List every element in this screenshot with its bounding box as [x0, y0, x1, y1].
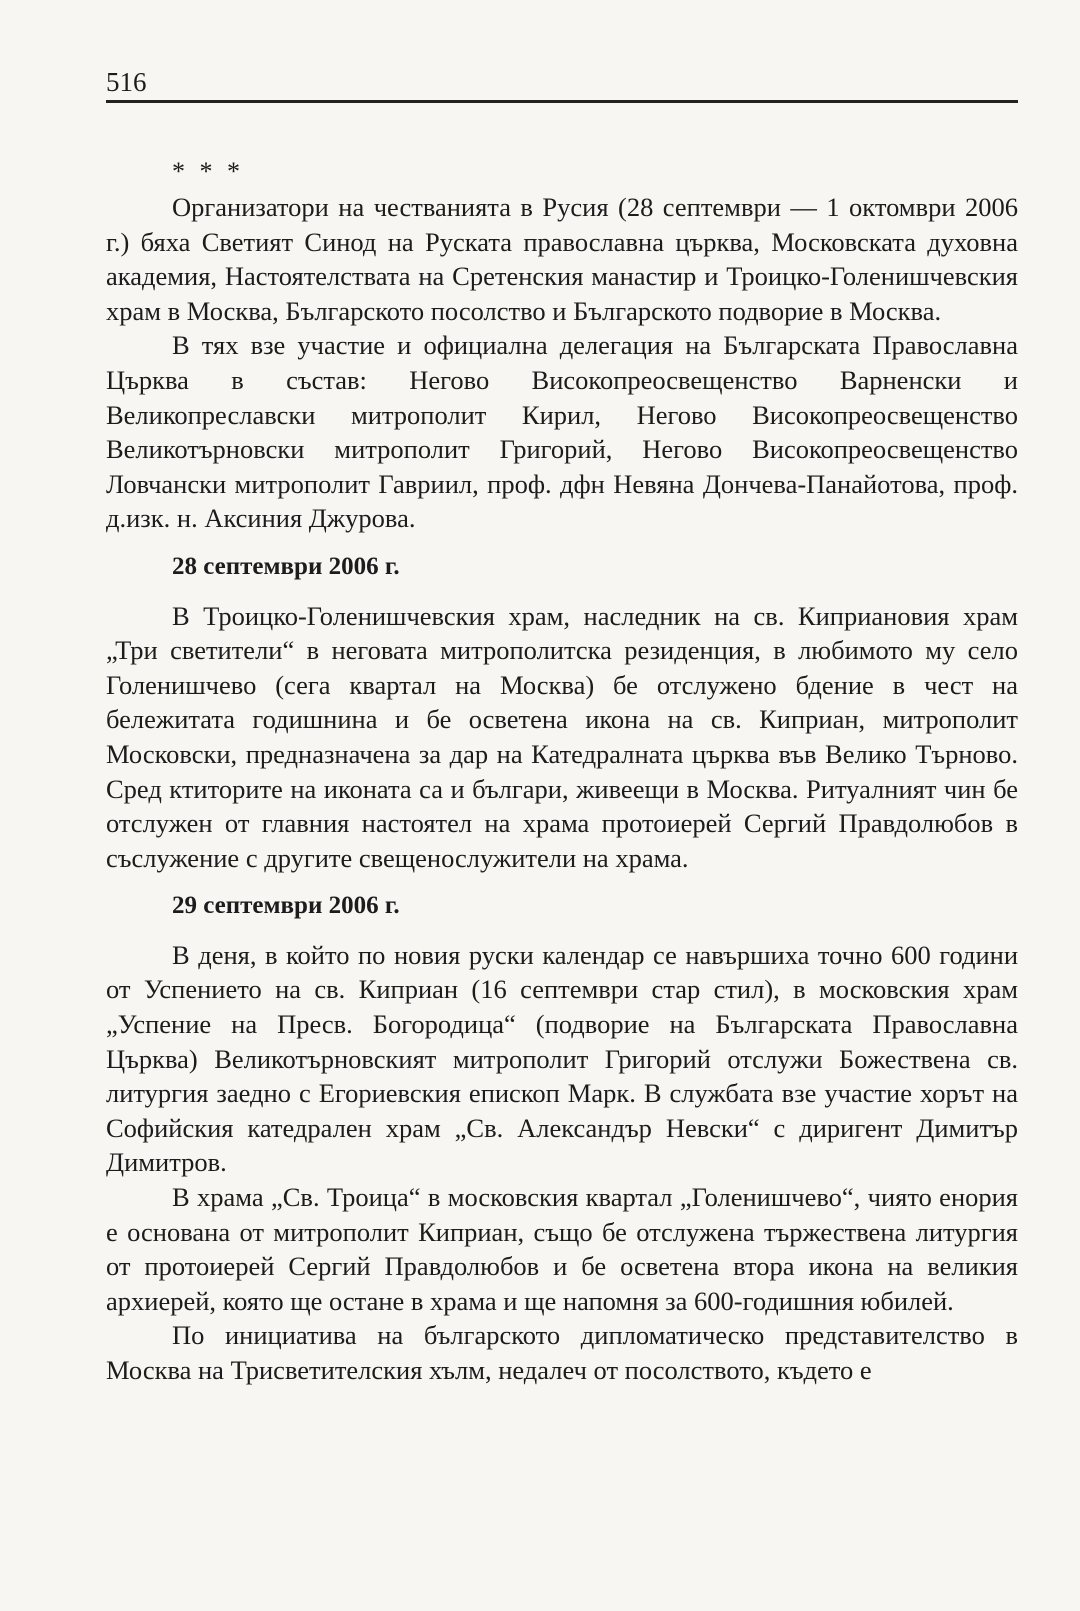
- header-rule: [106, 100, 1018, 103]
- page-content: [106, 156, 1018, 1388]
- section-separator-asterisks: * * *: [172, 157, 244, 186]
- paragraph-delegation: В тях взе участие и официална делегация на Българската Православна Църква в състав: Негово Високопреосвещенство Варненски и Великопреславски митрополит Кирил, Негово Високопреосвещенство Великотърновски митрополит Григорий, Негово Високопреосвещенство Ловчански митрополит Гавриил, проф. дфн Невяна Дончева-Панайотова, проф. д.изк. н. Аксиния Джурова.: [106, 330, 1018, 534]
- paragraph-sept-29-liturgy: В деня, в който по новия руски календар се навършиха точно 600 години от Успението на св. Киприан (16 септември стар стил), в московския храм „Успение на Пресв. Богородица“ (подворие на Българската Православна Църква) Великотърновският митрополит Григорий отслужи Божествена св. литургия заедно с Егориевския епископ Марк. В службата взе участие хорът на Софийския катедрален храм „Св. Александър Невски“ с диригент Димитър Димитров.: [106, 939, 1018, 1178]
- paragraph-organizers: Организатори на честванията в Русия (28 септември — 1 октомври 2006 г.) бяха Светият Синод на Руската православна църква, Московската духовна академия, Настоятелствата на Сретенския манастир и Троицко-Голенишчевския храм в Москва, Българското посолство и Българското подворие в Москва.: [106, 192, 1018, 326]
- paragraph-holy-trinity-church: В храма „Св. Троица“ в московския квартал „Голенишчево“, чиято енория е основана от митрополит Киприан, също бе отслужена тържествена литургия от протоиерей Сергий Правдолюбов и бе осветена втора икона на великия архиерей, която ще остане в храма и ще напомня за 600-годишния юбилей.: [106, 1182, 1018, 1316]
- date-heading-sept-28: 28 септември 2006 г.: [172, 552, 400, 580]
- paragraph-sept-28-vigil: В Троицко-Голенишчевския храм, наследник на св. Киприановия храм „Три светители“ в неговата митрополитска резиденция, в любимото му село Голенишчево (сега квартал на Москва) бе отслужено бдение в чест на бележитата годишнина и бе осветена икона на св. Киприан, митрополит Московски, предназначена за дар на Катедралната църква във Велико Търново. Сред ктиторите на иконата са и българи, живеещи в Москва. Ритуалният чин бе отслужен от главния настоятел на храма протоиерей Сергий Правдолюбов в съслужение с другите свещенослужители на храма.: [106, 600, 1018, 873]
- page-number: 516: [106, 67, 147, 97]
- date-heading-sept-29: 29 септември 2006 г.: [172, 892, 400, 920]
- paragraph-diplomatic-initiative: По инициатива на българското дипломатическо представителство в Москва на Трисветителския хълм, недалеч от посолството, където е: [106, 1320, 1018, 1385]
